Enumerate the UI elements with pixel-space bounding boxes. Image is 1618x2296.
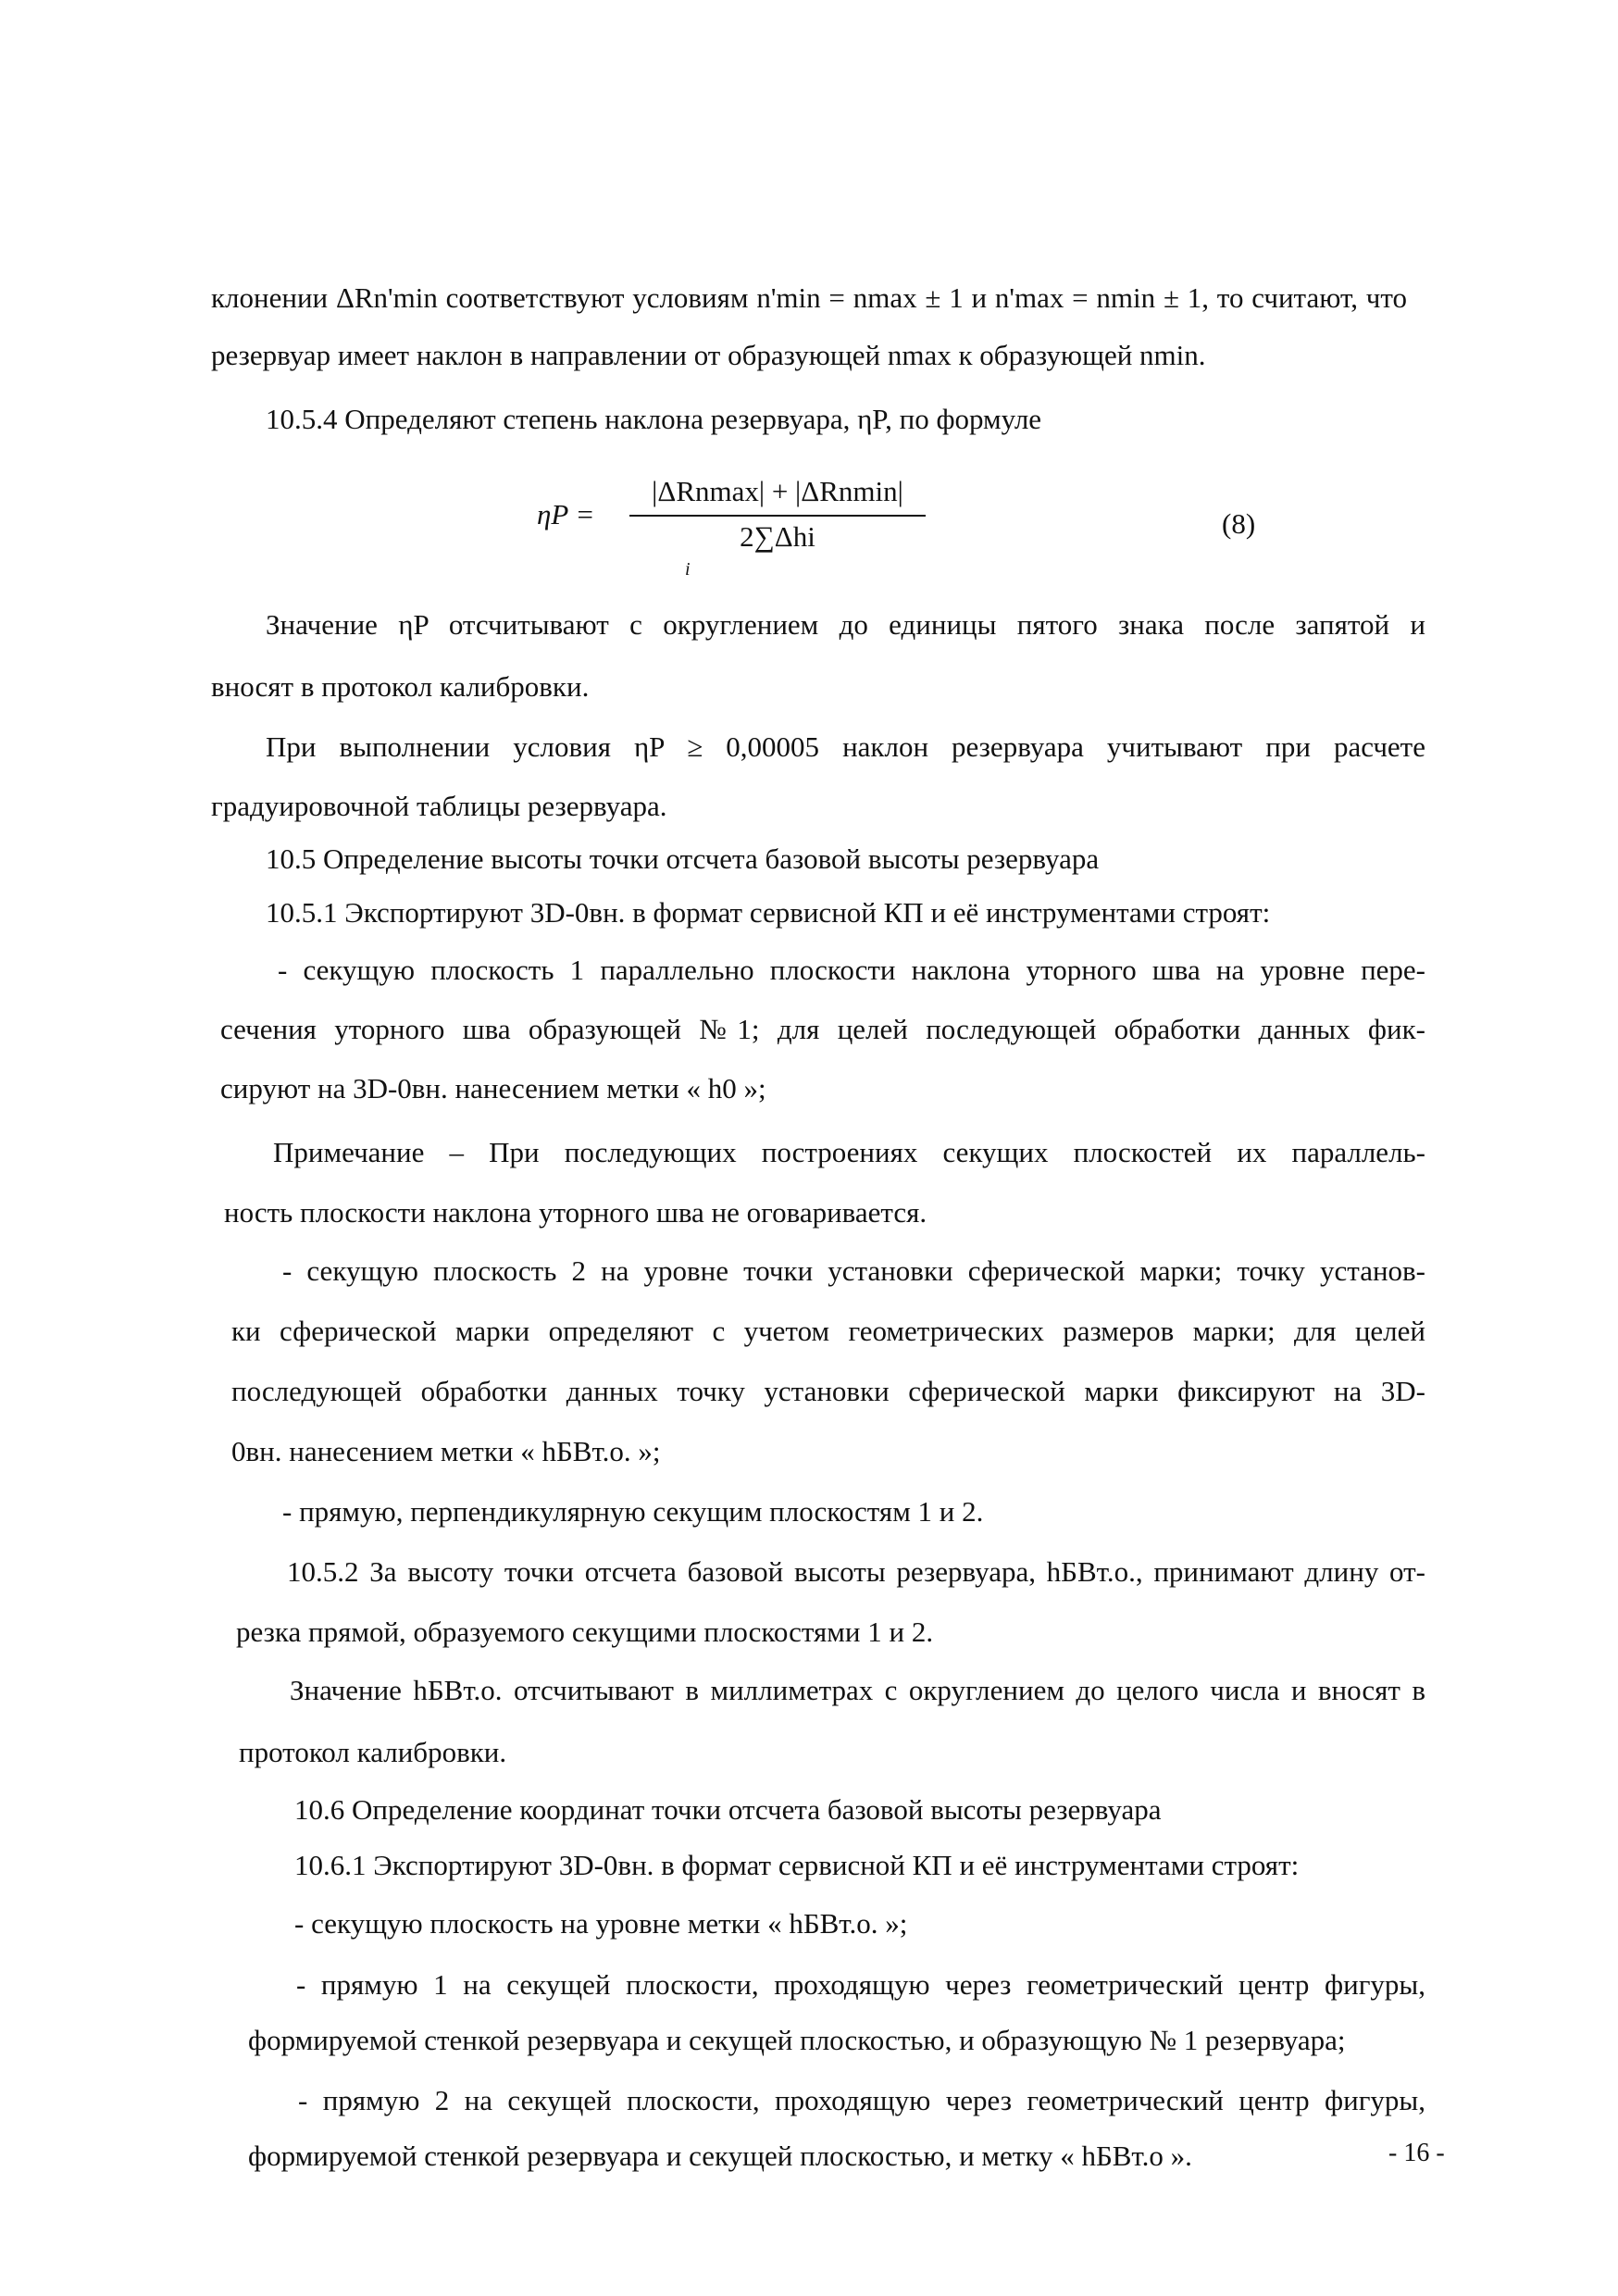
text-line: градуировочной таблицы резервуара. (211, 790, 667, 822)
text-line: сечения уторного шва образующей №1; для целей последующей обработки данных фик- (220, 1013, 1425, 1045)
text-line: 10.5.2 За высоту точки отсчета базовой высоты резервуара, hБВт.о., принимают длину от- (287, 1555, 1425, 1588)
fraction-bar (629, 515, 926, 517)
page-number: - 16 - (1388, 2139, 1445, 2167)
list-item: - прямую 2 на секущей плоскости, проходящую через геометрический центр фигуры, (298, 2084, 1425, 2116)
text-line: ки сферической марки определяют с учетом геометрических размеров марки; для целей (231, 1315, 1425, 1347)
note-line: Примечание – При последующих построениях секущих плоскостей их параллель- (273, 1136, 1425, 1168)
text-line: формируемой стенкой резервуара и секущей плоскостью, и метку « hБВт.о ». (248, 2140, 1192, 2172)
list-item: - прямую, перпендикулярную секущим плоскостям 1 и 2. (282, 1495, 984, 1528)
section-heading: 10.5.1 Экспортируют 3D-0вн. в формат сервисной КП и её инструментами строят: (266, 896, 1271, 929)
text-line: сируют на 3D-0вн. нанесением метки « h0 »; (220, 1072, 766, 1104)
text-line: резервуар имеет наклон в направлении от образующей nmax к образующей nmin. (211, 339, 1206, 371)
section-heading: 10.6.1 Экспортируют 3D-0вн. в формат сервисной КП и её инструментами строят: (294, 1849, 1300, 1881)
text-line: протокол калибровки. (239, 1736, 507, 1768)
formula-denominator: 2∑Δhi (740, 520, 815, 553)
list-item: - секущую плоскость на уровне метки « hБВт.о. »; (294, 1907, 908, 1940)
text-line: При выполнении условия ηP ≥ 0,00005 наклон резервуара учитывают при расчете (266, 730, 1425, 763)
formula-lhs: ηP = (537, 498, 595, 530)
text-line: формируемой стенкой резервуара и секущей плоскостью, и образующую № 1 резервуара; (248, 2024, 1346, 2056)
text-line: 0вн. нанесением метки « hБВт.о. »; (231, 1435, 661, 1467)
section-heading: 10.5.4 Определяют степень наклона резервуара, ηP, по формуле (266, 403, 1042, 435)
list-item: - прямую 1 на секущей плоскости, проходящую через геометрический центр фигуры, (296, 1968, 1425, 2001)
text-line: последующей обработки данных точку установки сферической марки фиксируют на 3D- (231, 1375, 1425, 1407)
text-line: Значение ηP отсчитывают с округлением до единицы пятого знака после запятой и (266, 608, 1425, 641)
equation-number: (8) (1222, 507, 1256, 540)
formula-sum-index: i (685, 559, 691, 580)
formula-numerator: |ΔRnmax| + |ΔRnmin| (652, 475, 903, 507)
note-line: ность плоскости наклона уторного шва не оговаривается. (224, 1196, 927, 1229)
formula-8 (537, 474, 1296, 594)
text-line: вносят в протокол калибровки. (211, 670, 590, 703)
section-heading: 10.5 Определение высоты точки отсчета базовой высоты резервуара (266, 842, 1100, 875)
text-line: клонении ΔRn'min соответствуют условиям n'min = nmax ± 1 и n'max = nmin ± 1, то считают, что (211, 281, 1407, 314)
text-line: резка прямой, образуемого секущими плоскостями 1 и 2. (236, 1616, 934, 1648)
text-line: Значение hБВт.о. отсчитывают в миллиметрах с округлением до целого числа и вносят в (290, 1674, 1425, 1706)
list-item: - секущую плоскость 2 на уровне точки установки сферической марки; точку установ- (282, 1254, 1425, 1287)
section-heading: 10.6 Определение координат точки отсчета базовой высоты резервуара (294, 1793, 1162, 1826)
list-item: - секущую плоскость 1 параллельно плоскости наклона уторного шва на уровне пере- (278, 954, 1425, 986)
